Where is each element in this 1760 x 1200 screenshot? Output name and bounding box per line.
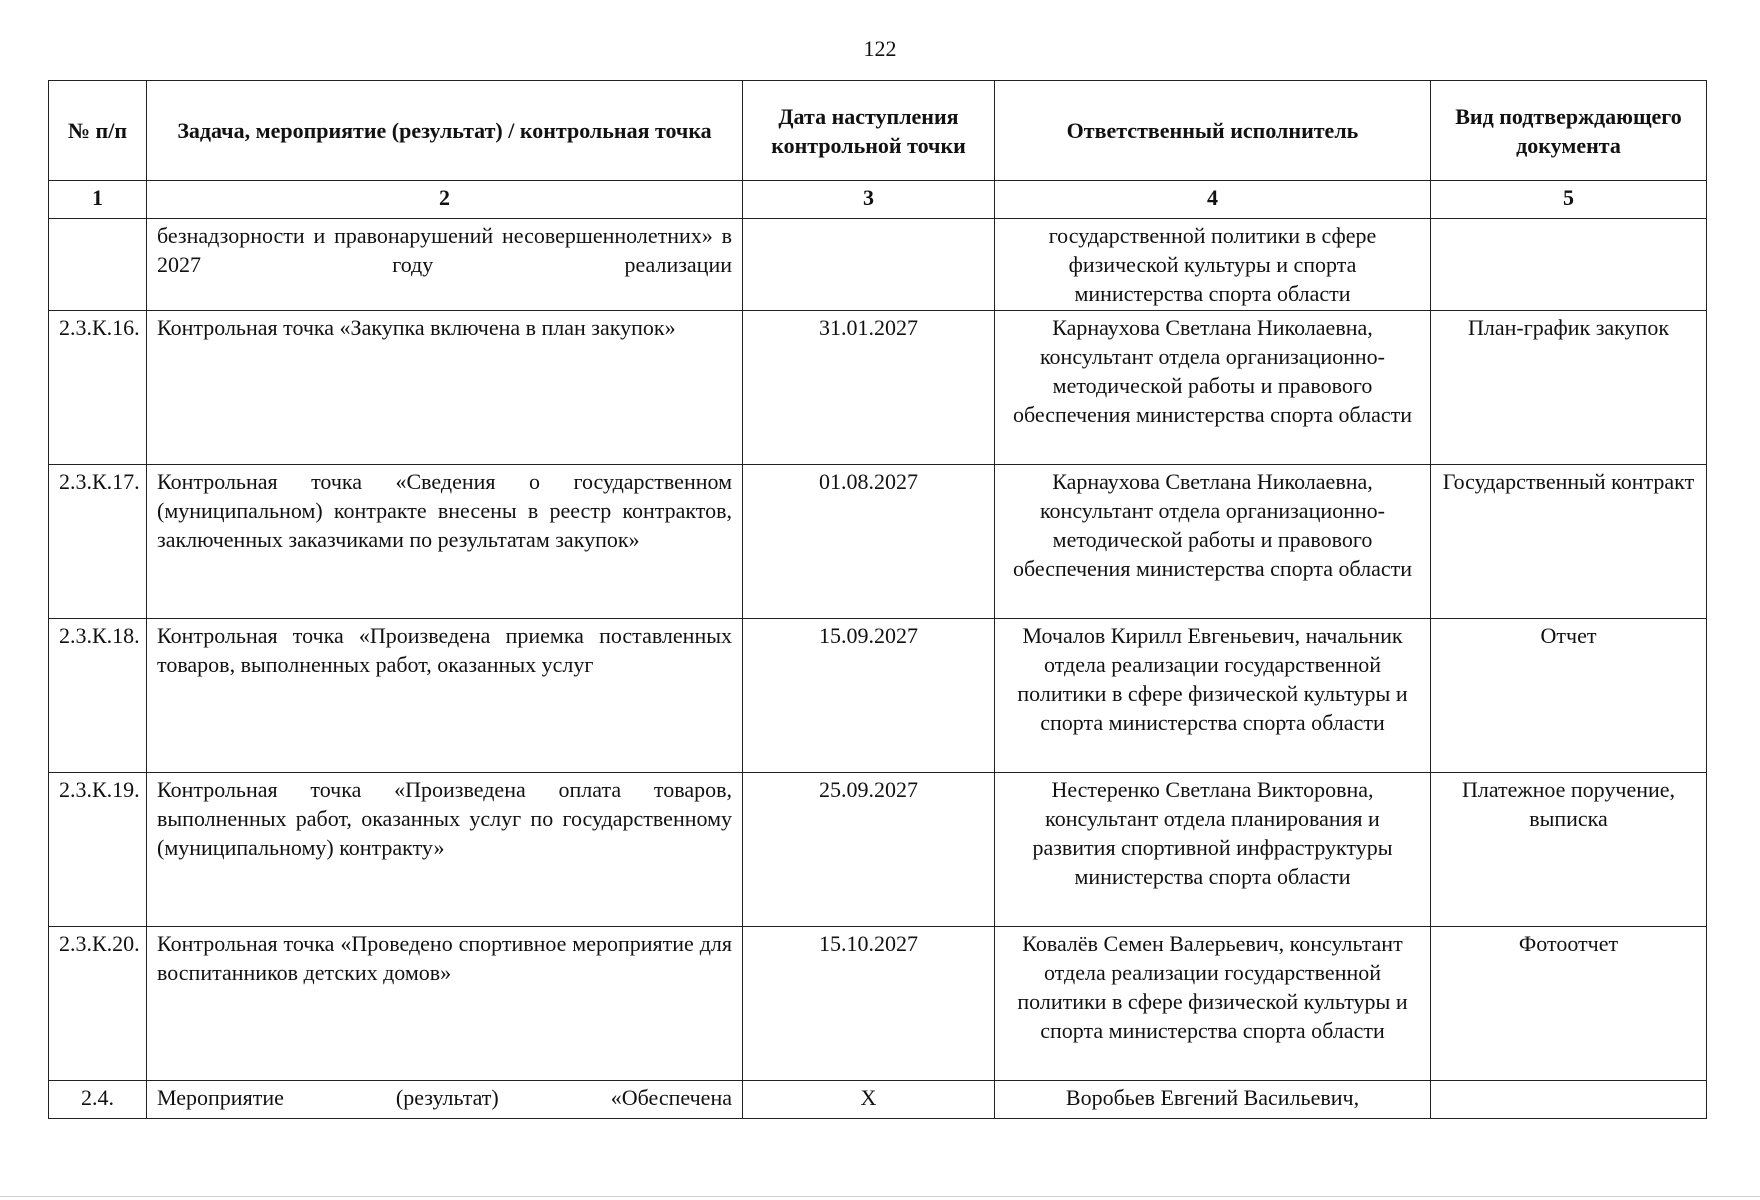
row-doc: План-график закупок <box>1431 311 1707 465</box>
table-row <box>49 219 1707 311</box>
row-date <box>743 219 995 311</box>
row-task: Контрольная точка «Проведено спортивное мероприятие для воспитанников детских домов» <box>147 927 743 1081</box>
row-task: Контрольная точка «Произведена приемка поставленных товаров, выполненных работ, оказанных услуг <box>147 619 743 773</box>
row-date: 25.09.2027 <box>743 773 995 927</box>
page-number: 122 <box>863 36 897 61</box>
page-bottom-rule <box>0 1196 1760 1197</box>
row-responsible: Мочалов Кирилл Евгеньевич, начальник отдела реализации государственной политики в сфере физической культуры и спорта министерства спорта области <box>995 619 1431 773</box>
row-responsible: Нестеренко Светлана Викторовна, консультант отдела планирования и развития спортивной инфраструктуры министерства спорта области <box>995 773 1431 927</box>
control-points-table <box>48 80 1707 1119</box>
header-num: № п/п <box>49 81 147 181</box>
row-doc <box>1431 219 1707 311</box>
header-date: Дата наступления контрольной точки <box>743 81 995 181</box>
row-responsible: Воробьев Евгений Васильевич, <box>995 1081 1431 1119</box>
table-row <box>49 311 1707 465</box>
table-row <box>49 1081 1707 1119</box>
row-responsible: Карнаухова Светлана Николаевна, консультант отдела организационно-методической работы и правового обеспечения министерства спорта области <box>995 311 1431 465</box>
row-responsible: государственной политики в сфере физической культуры и спорта министерства спорта области <box>995 219 1431 311</box>
row-number: 2.3.К.19. <box>49 773 147 927</box>
row-doc: Фотоотчет <box>1431 927 1707 1081</box>
header-responsible: Ответственный исполнитель <box>995 81 1431 181</box>
row-responsible: Карнаухова Светлана Николаевна, консультант отдела организационно-методической работы и правового обеспечения министерства спорта области <box>995 465 1431 619</box>
header-doc: Вид подтверждающего документа <box>1431 81 1707 181</box>
row-number: 2.3.К.20. <box>49 927 147 1081</box>
column-number: 3 <box>743 181 995 219</box>
row-number: 2.3.К.16. <box>49 311 147 465</box>
table-row <box>49 927 1707 1081</box>
row-number: 2.4. <box>49 1081 147 1119</box>
row-task: Контрольная точка «Закупка включена в план закупок» <box>147 311 743 465</box>
row-task: Контрольная точка «Сведения о государственном (муниципальном) контракте внесены в реестр контрактов, заключенных заказчиками по результатам закупок» <box>147 465 743 619</box>
row-doc <box>1431 1081 1707 1119</box>
header-task: Задача, мероприятие (результат) / контрольная точка <box>147 81 743 181</box>
column-number: 4 <box>995 181 1431 219</box>
row-number: 2.3.К.18. <box>49 619 147 773</box>
table-row <box>49 773 1707 927</box>
table-row <box>49 619 1707 773</box>
column-number: 5 <box>1431 181 1707 219</box>
row-task: Мероприятие (результат) «Обеспечена <box>147 1081 743 1119</box>
row-task: безнадзорности и правонарушений несовершеннолетних» в 2027 году реализации <box>147 219 743 311</box>
row-date: X <box>743 1081 995 1119</box>
row-date: 01.08.2027 <box>743 465 995 619</box>
row-doc: Отчет <box>1431 619 1707 773</box>
table-row <box>49 465 1707 619</box>
row-responsible: Ковалёв Семен Валерьевич, консультант отдела реализации государственной политики в сфере физической культуры и спорта министерства спорта области <box>995 927 1431 1081</box>
column-number: 2 <box>147 181 743 219</box>
row-number <box>49 219 147 311</box>
row-doc: Платежное поручение, выписка <box>1431 773 1707 927</box>
header-row <box>49 81 1707 181</box>
column-number-row <box>49 181 1707 219</box>
row-date: 31.01.2027 <box>743 311 995 465</box>
row-doc: Государственный контракт <box>1431 465 1707 619</box>
row-date: 15.09.2027 <box>743 619 995 773</box>
row-number: 2.3.К.17. <box>49 465 147 619</box>
column-number: 1 <box>49 181 147 219</box>
row-task: Контрольная точка «Произведена оплата товаров, выполненных работ, оказанных услуг по государственному (муниципальному) контракту» <box>147 773 743 927</box>
row-date: 15.10.2027 <box>743 927 995 1081</box>
